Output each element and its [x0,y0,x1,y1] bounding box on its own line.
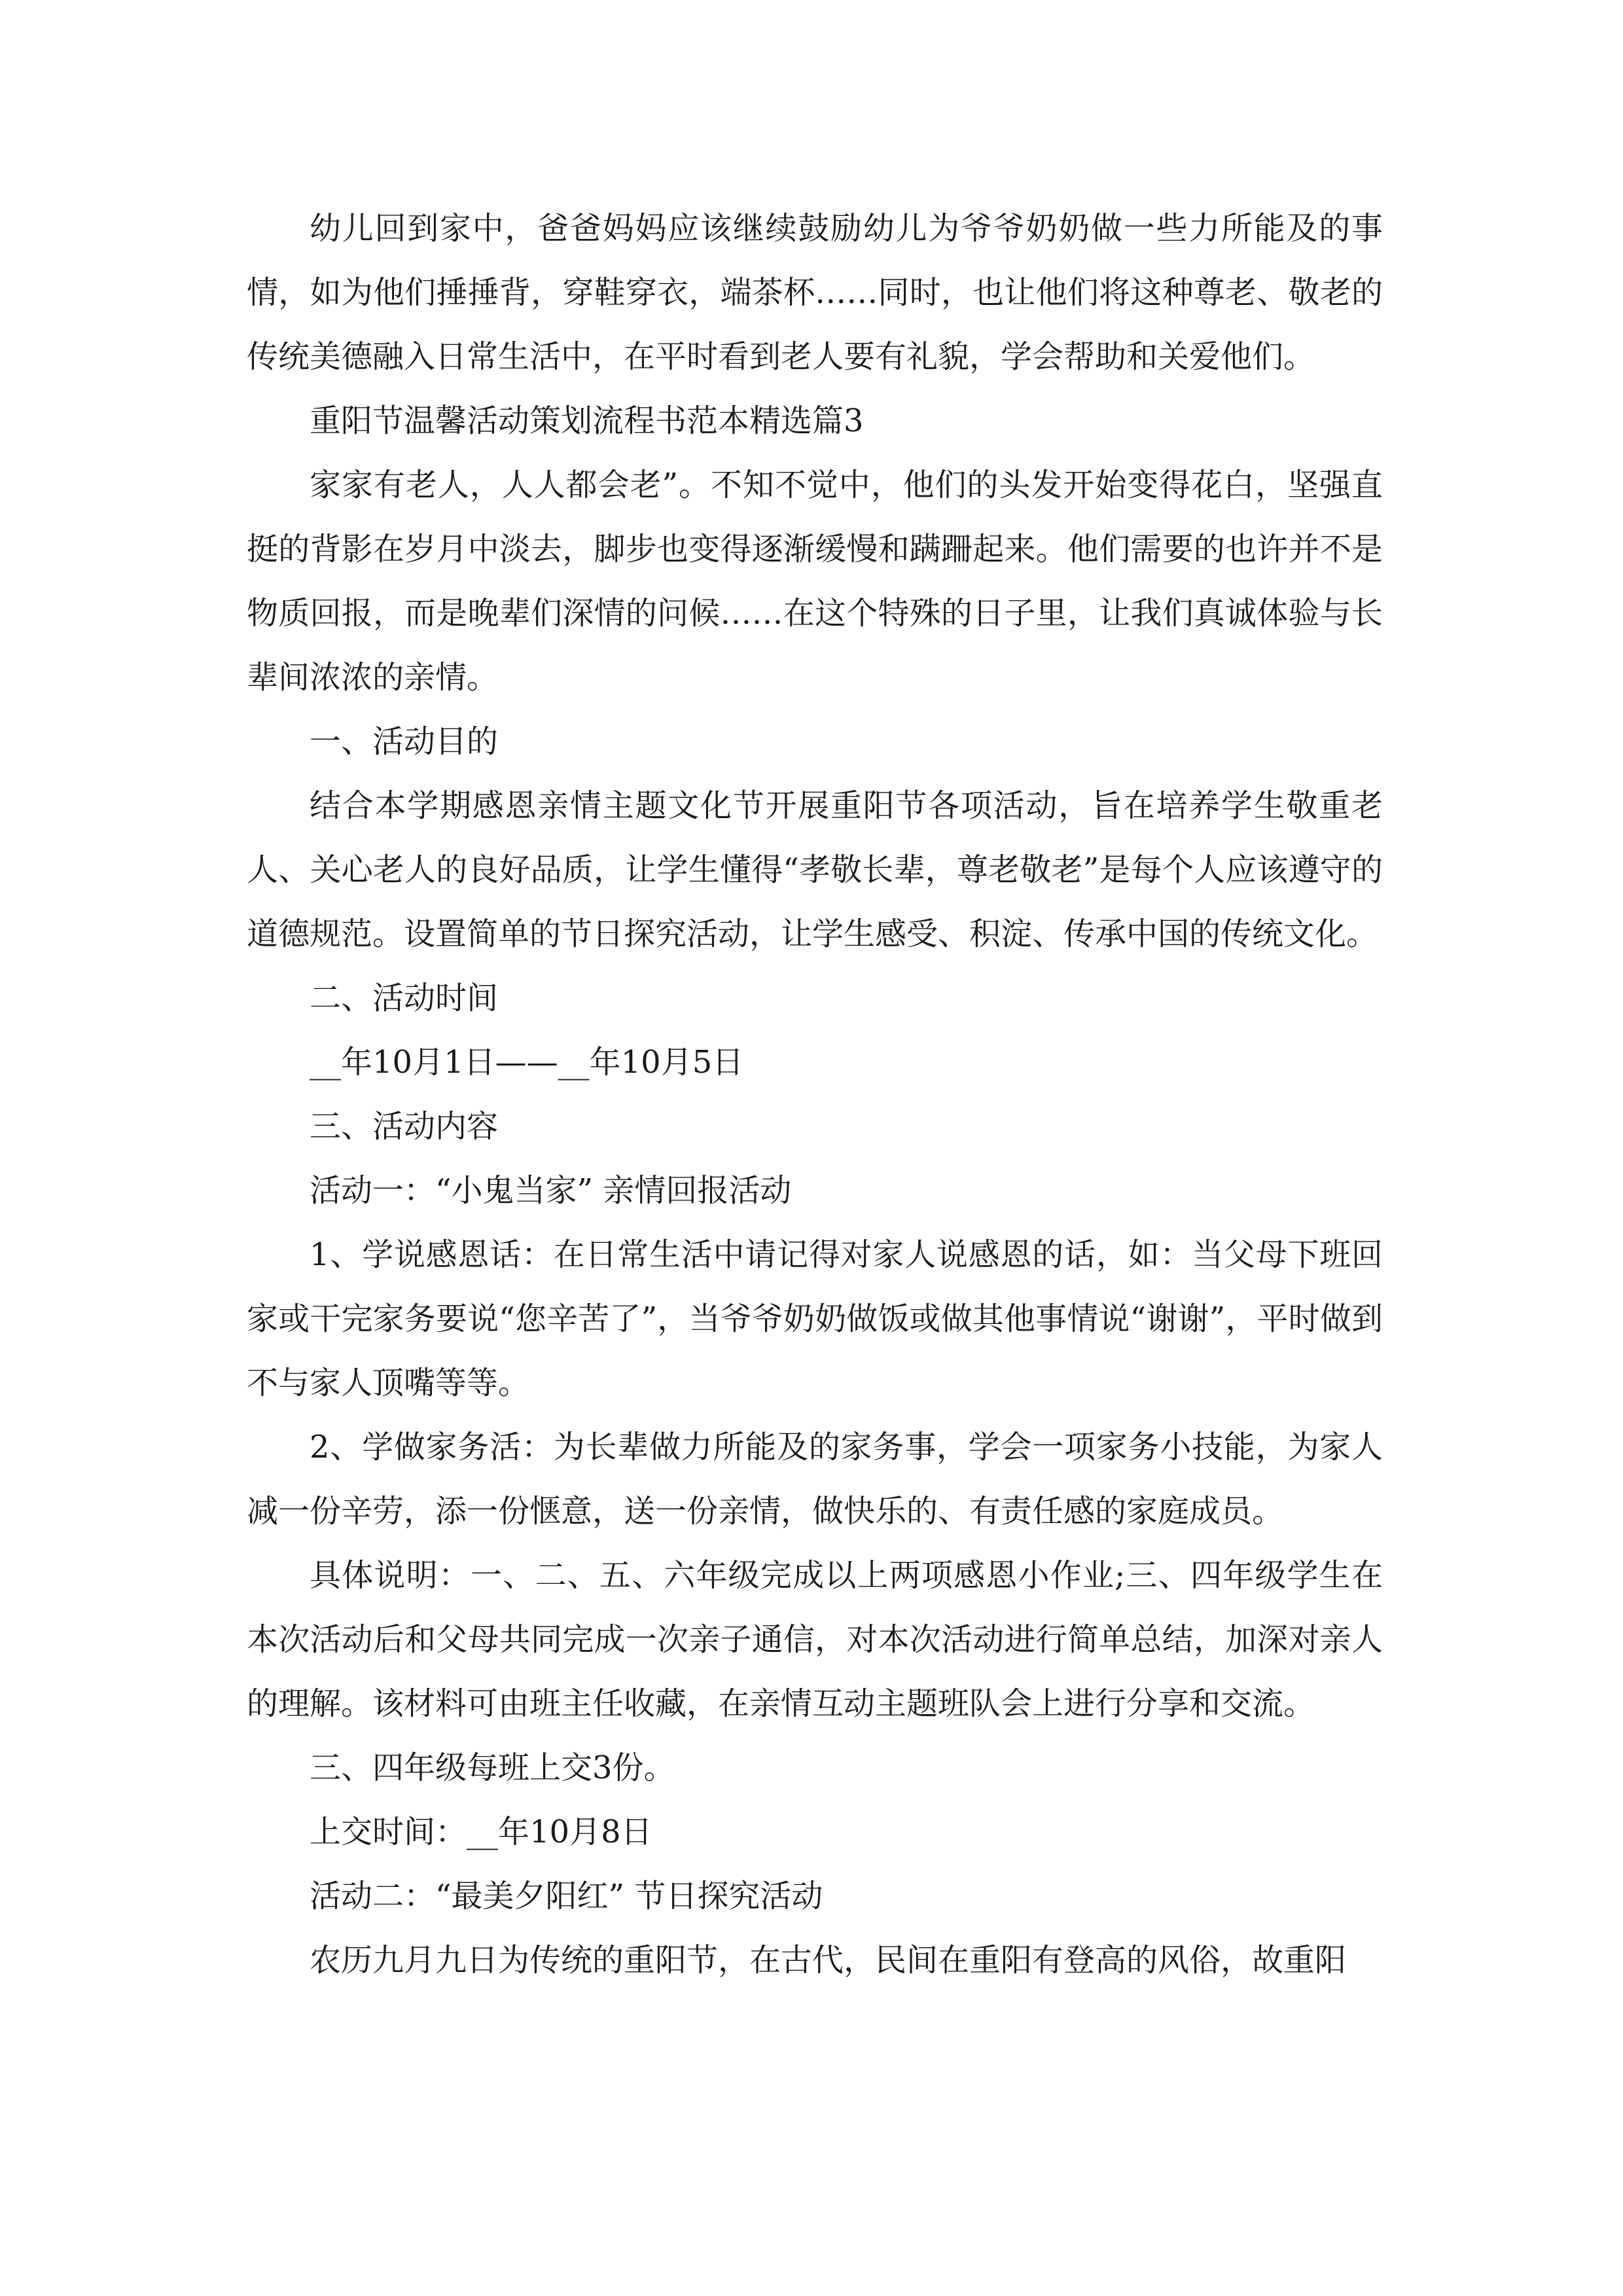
paragraph-activity-goal: 结合本学期感恩亲情主题文化节开展重阳节各项活动，旨在培养学生敬重老人、关心老人的良好品质，让学生懂得“孝敬长辈，尊老敬老”是每个人应该遵守的道德规范。设置简单的节日探究活动，让学生感受、积淀、传承中国的传统文化。 [247,787,1383,952]
heading-activity-goal: 一、活动目的 [310,723,499,760]
paragraph-submission-date: 上交时间：__年10月8日 [310,1814,652,1850]
document-body [247,196,1383,1992]
section-title-piece-3: 重阳节温馨活动策划流程书范本精选篇3 [310,403,864,439]
paragraph-family-encouragement: 幼儿回到家中，爸爸妈妈应该继续鼓励幼儿为爷爷奶奶做一些力所能及的事情，如为他们捶捶背，穿鞋穿衣，端茶杯……同时，也让他们将这种尊老、敬老的传统美德融入日常生活中，在平时看到老人要有礼貌，学会帮助和关爱他们。 [247,210,1383,375]
paragraph-gratitude-words: 1、学说感恩话：在日常生活中请记得对家人说感恩的话，如：当父母下班回家或干完家务要说“您辛苦了”，当爷爷奶奶做饭或做其他事情说“谢谢”，平时做到不与家人顶嘴等等。 [247,1236,1383,1401]
heading-activity-two: 活动二：“最美夕阳红” 节日探究活动 [310,1878,823,1914]
paragraph-housework: 2、学做家务活：为长辈做力所能及的家务事，学会一项家务小技能，为家人减一份辛劳，添一份惬意，送一份亲情，做快乐的、有责任感的家庭成员。 [247,1429,1383,1530]
heading-activity-one: 活动一：“小鬼当家” 亲情回报活动 [310,1172,792,1209]
heading-activity-time: 二、活动时间 [310,980,499,1016]
paragraph-chongyang-custom: 农历九月九日为传统的重阳节，在古代，民间在重阳有登高的风俗，故重阳 [310,1942,1347,1979]
paragraph-intro: 家家有老人，人人都会老”。不知不觉中，他们的头发开始变得花白，坚强直挺的背影在岁月中淡去，脚步也变得逐渐缓慢和蹒跚起来。他们需要的也许并不是物质回报，而是晚辈们深情的问候……在这个特殊的日子里，让我们真诚体验与长辈间浓浓的亲情。 [247,467,1383,696]
paragraph-submission-count: 三、四年级每班上交3份。 [310,1749,675,1786]
paragraph-specific-notes: 具体说明：一、二、五、六年级完成以上两项感恩小作业;三、四年级学生在本次活动后和父母共同完成一次亲子通信，对本次活动进行简单总结，加深对亲人的理解。该材料可由班主任收藏，在亲情互动主题班队会上进行分享和交流。 [247,1557,1383,1722]
heading-activity-content: 三、活动内容 [310,1108,499,1145]
paragraph-activity-time: __年10月1日——__年10月5日 [310,1044,744,1081]
